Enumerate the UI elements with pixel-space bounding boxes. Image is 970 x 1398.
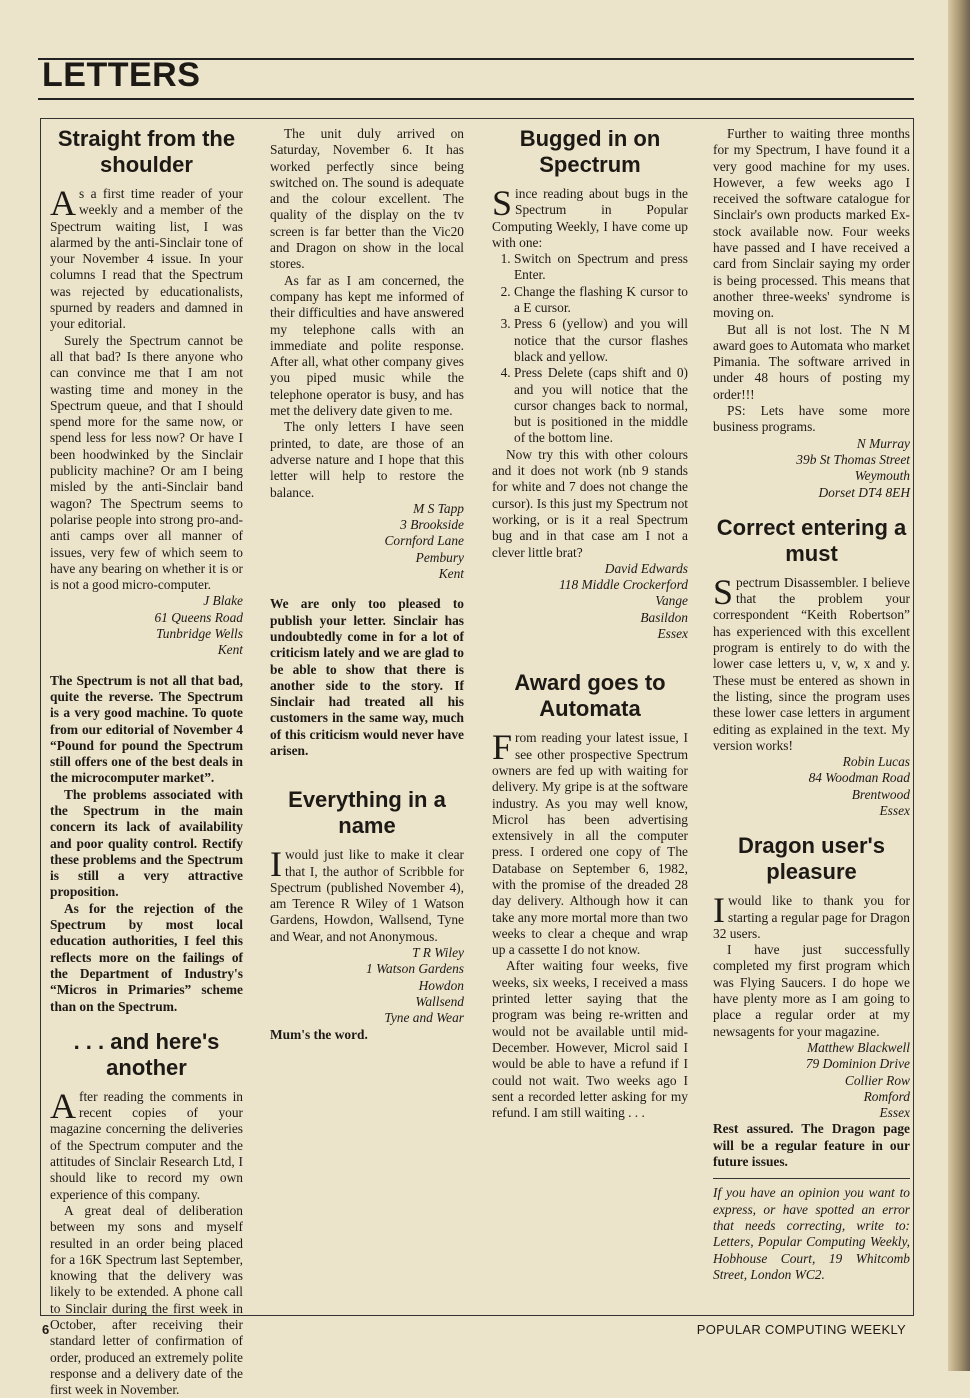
letter-heading-everything: Everything in a name bbox=[288, 787, 446, 839]
letter-signature: M S Tapp 3 Brookside Cornford Lane Pembury Kent bbox=[384, 500, 464, 582]
magazine-name: POPULAR COMPUTING WEEKLY bbox=[696, 1322, 906, 1337]
letter-paragraph: Iwould like to thank you for starting a regular page for Dragon 32 users. bbox=[713, 890, 910, 941]
page-spine-shadow bbox=[948, 0, 970, 1371]
letter-heading-bugged: Bugged in on Spectrum bbox=[519, 126, 661, 177]
letter-paragraph: The unit duly arrived on Saturday, November 6. It has worked perfectly since being switched on. The sound is adequate and the colour excellent. The quality of the display on the tv screen is far better than the Vic20 and Dragon on show in the local stores. bbox=[270, 126, 464, 272]
letter-paragraph: PS: Lets have some more business programs. bbox=[713, 403, 910, 435]
letter-paragraph: After waiting four weeks, five weeks, six weeks, I received a mass printed letter saying that the program was being re-written and would not be available until mid-December. However, Microl said I would be able to have a refund if I could not wait. Two weeks ago I sent a recorded letter asking for my refund. I am still waiting . . . bbox=[492, 958, 688, 1121]
letter-paragraph: From reading your latest issue, I see other prospective Spectrum owners are fed up with waiting for delivery. My gripe is at the software industry. As you may well know, Microl has been advertising extensively in all the computer press. I ordered one copy of The Database on September 6, 1982, with the promise of the dreaded 28 day delivery. Although how it can take any more mortal more than two weeks to clear a cheque and wrap up a cassette I do not know. bbox=[492, 727, 688, 958]
column-2 bbox=[270, 126, 464, 1312]
letter-signature: Matthew Blackwell 79 Dominion Drive Collier Row Romford Essex bbox=[805, 1039, 910, 1121]
letter-paragraph: A great deal of deliberation between my sons and myself resulted in an order being placed for a 16K Spectrum last September, knowing that the delivery was likely to be extended. A phone call to Sinclair during the first week in October, after receiving their standard letter of confirmation of order, produced an extremely polite response and a delivery date of the first week in November. bbox=[50, 1202, 243, 1398]
letter-paragraph: As far as I am concerned, the company has kept me informed of their difficulties and have answered my telephone calls with an immediate and polite response. After all, what other company gives you piped music while the telephone operator is busy, and has met the delivery date given to me. bbox=[270, 272, 464, 419]
contact-note: If you have an opinion you want to express, or have spotted an error that needs correcting, write to: Letters, Popular Computing Weekly, Hobhouse Court, 19 Whitcomb Street, London WC2. bbox=[713, 1178, 910, 1283]
list-item: 2. Change the flashing K cursor to a E cursor. bbox=[514, 284, 688, 317]
editor-reply: Rest assured. The Dragon page will be a regular feature in our future issues. bbox=[713, 1121, 910, 1170]
letter-paragraph: As a first time reader of your weekly and a member of the Spectrum waiting list, I was alarmed by the anti-Sinclair tone of your November 4 issue. In your columns I read that the Spectrum was rejected by educationalists, spurned by readers and damned in your editorial. bbox=[50, 183, 243, 332]
section-title: LETTERS bbox=[42, 56, 201, 94]
letter-paragraph: Since reading about bugs in the Spectrum in Popular Computing Weekly, I have come up with one: bbox=[492, 183, 688, 250]
letter-paragraph: Iwould just like to make it clear that I, the author of Scribble for Spectrum (published November 4), am Terence R Wiley of 1 Watson Gardens, Howdon, Wallsend, Tyne and Wear, and not Anonymous. bbox=[270, 844, 464, 944]
steps-list bbox=[492, 251, 688, 447]
letter-heading-another: . . . and here's another bbox=[73, 1028, 220, 1080]
editor-reply: We are only too pleased to publish your letter. Sinclair has undoubtedly come in for a lot of criticism lately and we are glad to be able to show that there is another side to the story. If Sinclair had treated all his customers in the same way, much of this criticism would never have arisen. bbox=[270, 596, 464, 758]
letter-paragraph: Now try this with other colours and it does not work (nb 9 stands for white and 7 does not change the cursor). Is this just my Spectrum not working, or is it a real Spectrum bug and in that case am I not a clever little brat? bbox=[492, 446, 688, 560]
letter-heading-dragon: Dragon user's pleasure bbox=[737, 833, 886, 885]
letter-paragraph: The only letters I have seen printed, to date, are those of an adverse nature and I hope that this letter will help to restore the balance. bbox=[270, 419, 464, 500]
editor-reply: The Spectrum is not all that bad, quite the reverse. The Spectrum is a very good machine. To quote from our editorial of November 4 “Pound for pound the Spectrum still offers one of the best deals in the microcomputer market”. The problems associated with the Spectrum in the main concern its lack of availability and poor quality control. Rectify these problems and the Spectrum is still a very attractive proposition. As for the rejection of the Spectrum by most local education authorities, I feel this reflects more on the failings of the Department of Industry's “Micros in Primaries” scheme than on the Spectrum. bbox=[50, 672, 243, 1014]
drop-cap: A bbox=[50, 1085, 76, 1126]
letter-paragraph: Spectrum Disassembler. I believe that the problem your correspondent “Keith Robertson” has experienced with this excellent program is entirely to do with the lower case letters u, v, w, x and y. These must be entered as shown in the listing, since the program uses these lower case letters in argument editing as explained in the text. My version works! bbox=[713, 571, 910, 753]
drop-cap: F bbox=[492, 727, 513, 768]
page-number: 6 bbox=[42, 1322, 50, 1337]
letter-heading-correct: Correct entering a must bbox=[716, 514, 907, 566]
letter-paragraph: I have just successfully completed my first program which was Flying Saucers. I do hope we have plenty more as I am going to place a regular order at my newsagents for your magazine. bbox=[713, 942, 910, 1039]
letter-paragraph: After reading the comments in recent copies of your magazine concerning the deliveries of the Spectrum computer and the attitudes of Sinclair Research Ltd, I should like to record my own experience of this company. bbox=[50, 1085, 243, 1202]
letter-signature: T R Wiley 1 Watson Gardens Howdon Wallsend Tyne and Wear bbox=[366, 945, 464, 1026]
header-rule-bottom bbox=[38, 98, 914, 100]
list-item: 4. Press Delete (caps shift and 0) and you will notice that the cursor changes back to normal, but is positioned in the middle of the bottom line. bbox=[514, 365, 688, 446]
letter-paragraph: Surely the Spectrum cannot be all that bad? Is there anyone who can convince me that I am not wasting time and money in the Spectrum queue, and that I should spend more for the same now, or spend less for less now? Or have I been hoodwinked by the Sinclair publicity machine? Or am I being misled by the anti-Sinclair band wagon? The Spectrum seems to polarise people into strong pro-and-anti camps over all manner of issues, very few of which seem to have any bearing on whether it is or is not a good micro-computer. bbox=[50, 332, 243, 593]
letter-heading-award: Award goes to Automata bbox=[514, 670, 666, 722]
letter-signature: David Edwards 118 Middle Crockerford Vange Basildon Essex bbox=[559, 560, 688, 642]
drop-cap: S bbox=[492, 183, 513, 223]
letter-signature: N Murray 39b St Thomas Street Weymouth Dorset DT4 8EH bbox=[796, 435, 910, 500]
letter-paragraph: But all is not lost. The N M award goes to Automata who market Pimania. The software arrived in under 48 hours of posting my order!!! bbox=[713, 321, 910, 402]
list-item: 1. Switch on Spectrum and press Enter. bbox=[514, 251, 688, 284]
letter-signature: Robin Lucas 84 Woodman Road Brentwood Essex bbox=[808, 754, 910, 818]
column-3 bbox=[492, 126, 688, 1312]
list-item: 3. Press 6 (yellow) and you will notice that the cursor flashes black and yellow. bbox=[514, 316, 688, 365]
drop-cap: A bbox=[50, 183, 76, 223]
letter-paragraph: Further to waiting three months for my Spectrum, I have found it a very good machine for my uses. However, a few weeks ago I received the software catalogue for Sinclair's own products marked Ex-stock available now. Four weeks have passed and I have received a card from Sinclair saying my order is being processed. This means that another three-weeks' syndrome is moving on. bbox=[713, 126, 910, 321]
column-1 bbox=[50, 126, 243, 1398]
letter-heading-straight: Straight from the shoulder bbox=[57, 126, 236, 177]
drop-cap: S bbox=[713, 571, 734, 612]
editor-reply: Mum's the word. bbox=[270, 1026, 368, 1042]
drop-cap: I bbox=[713, 890, 725, 931]
drop-cap: I bbox=[270, 844, 282, 885]
column-4 bbox=[713, 126, 910, 1312]
letter-signature: J Blake 61 Queens Road Tunbridge Wells Kent bbox=[154, 593, 243, 658]
